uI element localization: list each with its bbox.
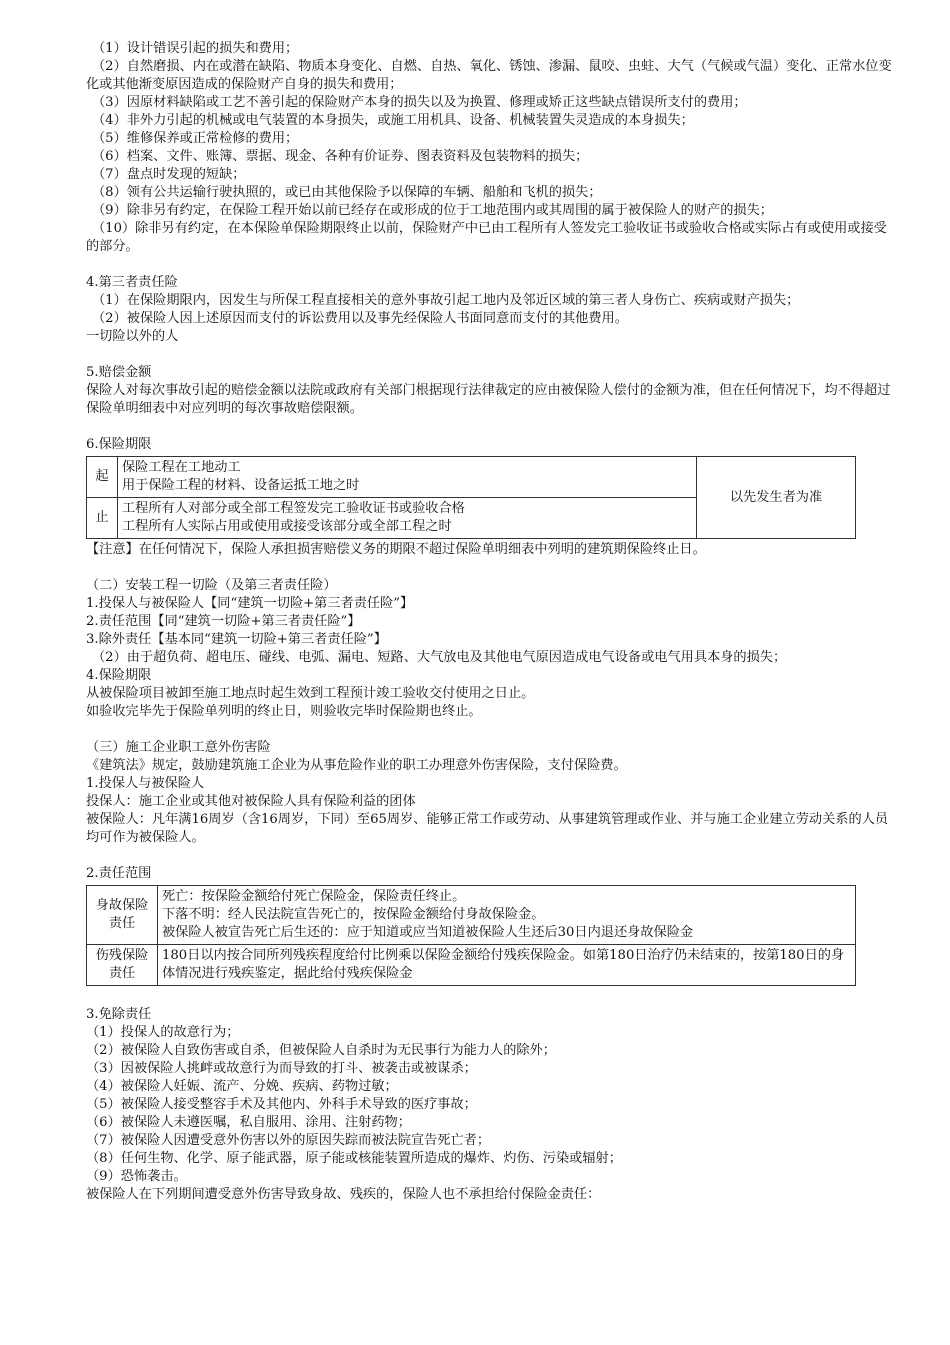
liability-table [86,885,856,986]
list-item: （10）除非另有约定，在本保险单保险期限终止以前，保险财产中已由工程所有人签发完工验收证书或验收合格或实际占有或使用或接受的部分。 [86,221,887,254]
list-item: （2）被保险人因上述原因而支付的诉讼费用以及事先经保险人书面同意而支付的其他费用。 [92,311,628,326]
period-start-line: 用于保险工程的材料、设备运抵工地之时 [122,478,360,493]
list-item: （4）被保险人妊娠、流产、分娩、疾病、药物过敏； [86,1079,398,1094]
accident-sub1: 1.投保人与被保险人 [86,776,205,791]
list-item: （3）因被保险人挑衅或故意行为而导致的打斗、被袭击或被谋杀； [86,1061,477,1076]
list-item: （7）盘点时发现的短缺； [92,167,246,182]
period-end-label: 止 [87,498,118,539]
list-item: （2）被保险人自致伤害或自杀，但被保险人自杀时为无民事行为能力人的除外； [86,1043,556,1058]
install-line: 1.投保人与被保险人【同“建筑一切险+第三者责任险”】 [86,596,414,611]
death-label: 身故保险责任 [87,886,158,945]
install-line: 2.责任范围【同“建筑一切险+第三者责任险”】 [86,614,361,629]
third-party-heading: 4.第三者责任险 [86,275,178,290]
list-item: （8）领有公共运输行驶执照的，或已由其他保险予以保障的车辆、船舶和飞机的损失； [92,185,602,200]
accident-closing: 被保险人在下列期间遭受意外伤害导致身故、残疾的，保险人也不承担给付保险金责任： [86,1187,601,1202]
list-item: （1）在保险期限内，因发生与所保工程直接相关的意外事故引起工地内及邻近区域的第三者人身伤亡、疾病或财产损失； [92,293,800,308]
period-start-line: 保险工程在工地动工 [122,460,241,475]
install-line: 如验收完毕先于保险单列明的终止日，则验收完毕时保险期也终止。 [86,704,482,719]
install-line: 从被保险项目被卸至施工地点时起生效到工程预计竣工验收交付使用之日止。 [86,686,535,701]
list-item: （9）恐怖袭击。 [86,1169,187,1184]
list-item: （8）任何生物、化学、原子能武器，原子能或核能装置所造成的爆炸、灼伤、污染或辐射； [86,1151,622,1166]
period-heading: 6.保险期限 [86,437,152,452]
list-item: （5）被保险人接受整容手术及其他内、外科手术导致的医疗事故； [86,1097,477,1112]
disable-cell: 180日以内按合同所列残疾程度给付比例乘以保险金额给付残疾保险金。如第180日治疗仍未结束的，按第180日的身体情况进行残疾鉴定，据此给付残疾保险金 [158,945,856,986]
death-line: 被保险人被宣告死亡后生还的：应于知道或应当知道被保险人生还后30日内退还身故保险金 [162,925,694,940]
list-item: （6）档案、文件、账簿、票据、现金、各种有价证券、图表资料及包装物料的损失； [92,149,589,164]
list-item: （5）维修保养或正常检修的费用； [92,131,299,146]
list-item: （3）因原材料缺陷或工艺不善引起的保险财产本身的损失以及为换置、修理或矫正这些缺点错误所支付的费用； [92,95,747,110]
accident-exclusions-list [86,1024,894,1186]
accident-insured: 被保险人：凡年满16周岁（含16周岁，下同）至65周岁、能够正常工作或劳动、从事建筑管理或作业、并与施工企业建立劳动关系的人员均可作为被保险人。 [86,812,889,845]
list-item: （4）非外力引起的机械或电气装置的本身损失，或施工用机具、设备、机械装置失灵造成的本身损失； [92,113,694,128]
period-rule: 以先发生者为准 [697,457,856,539]
death-line: 死亡：按保险金额给付死亡保险金，保险责任终止。 [162,889,466,904]
period-end-line: 工程所有人对部分或全部工程签发完工验收证书或验收合格 [122,501,465,516]
accident-sub2: 2.责任范围 [86,866,152,881]
accident-intro: 《建筑法》规定，鼓励建筑施工企业为从事危险作业的职工办理意外伤害保险，支付保险费。 [86,758,627,773]
list-item: （7）被保险人因遭受意外伤害以外的原因失踪而被法院宣告死亡者； [86,1133,491,1148]
accident-sub3: 3.免除责任 [86,1007,152,1022]
list-item: （2）自然磨损、内在或潜在缺陷、物质本身变化、自燃、自热、氧化、锈蚀、渗漏、鼠咬、虫蛀、大气（气候或气温）变化、正常水位变化或其他渐变原因造成的保险财产自身的损失和费用； [86,59,892,92]
period-note: 【注意】在任何情况下，保险人承担损害赔偿义务的期限不超过保险单明细表中列明的建筑期保险终止日。 [86,542,706,557]
list-item: （1）投保人的故意行为； [86,1025,240,1040]
accident-heading: （三）施工企业职工意外伤害险 [86,740,271,755]
list-item: （1）设计错误引起的损失和费用； [92,41,299,56]
accident-policyholder: 投保人：施工企业或其他对被保险人具有保险利益的团体 [86,794,416,809]
install-line: 4.保险期限 [86,668,152,683]
period-start-label: 起 [87,457,118,498]
disable-label: 伤残保险责任 [87,945,158,986]
list-item: （6）被保险人未遵医嘱，私自服用、涂用、注射药物； [86,1115,411,1130]
period-end-cell [118,498,697,539]
install-line: 3.除外责任【基本同“建筑一切险+第三者责任险”】 [86,632,387,647]
exclusions-top-list [86,40,894,256]
death-line: 下落不明：经人民法院宣告死亡的，按保险金额给付身故保险金。 [162,907,545,922]
death-cell [158,886,856,945]
install-line: （2）由于超负荷、超电压、碰线、电弧、漏电、短路、大气放电及其他电气原因造成电气设备或电气用具本身的损失； [92,650,787,665]
compensation-text: 保险人对每次事故引起的赔偿金额以法院或政府有关部门根据现行法律裁定的应由被保险人偿付的金额为准，但在任何情况下，均不得超过保险单明细表中对应列明的每次事故赔偿限额。 [86,383,891,416]
period-table [86,456,856,539]
install-heading: （二）安装工程一切险（及第三者责任险） [86,578,337,593]
period-end-line: 工程所有人实际占用或使用或接受该部分或全部工程之时 [122,519,452,534]
compensation-heading: 5.赔偿金额 [86,365,152,380]
list-item: （9）除非另有约定，在保险工程开始以前已经存在或形成的位于工地范围内或其周围的属于被保险人的财产的损失； [92,203,773,218]
third-party-note: 一切险以外的人 [86,329,179,344]
period-start-cell [118,457,697,498]
